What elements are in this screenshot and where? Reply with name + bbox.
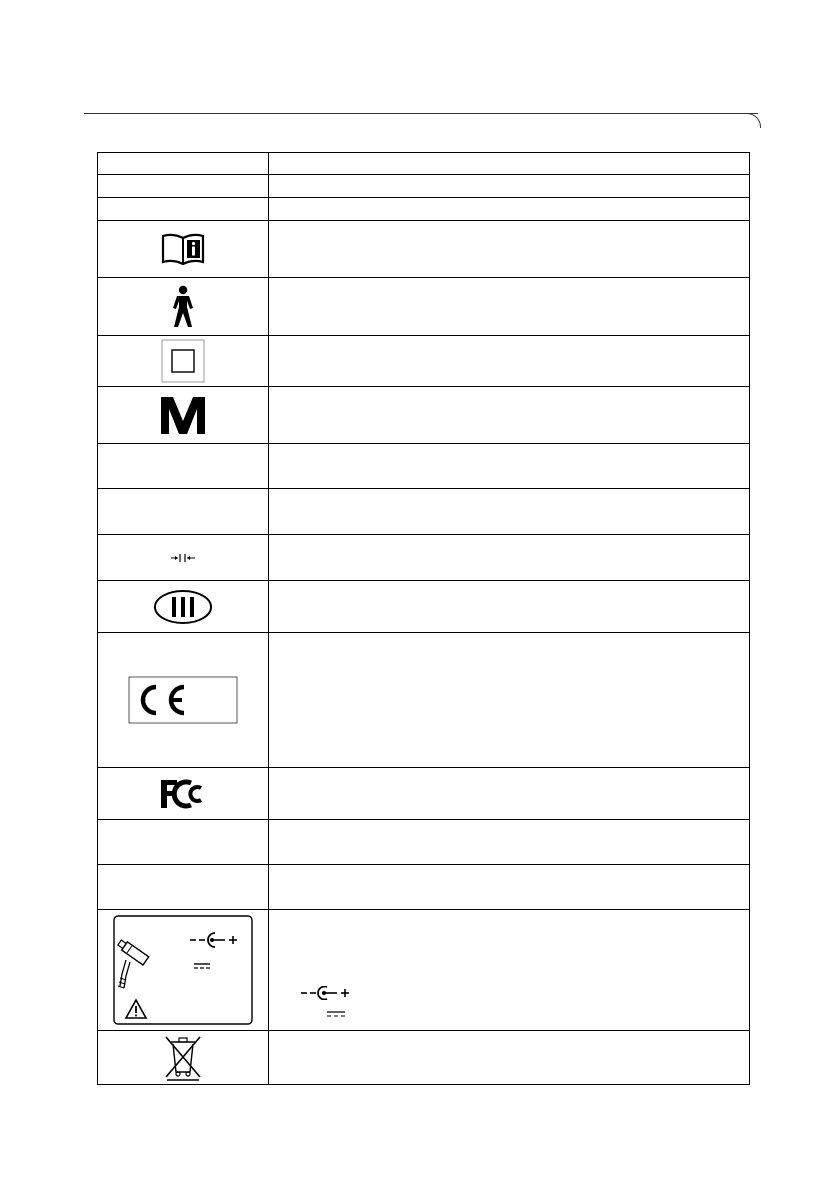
symbol-cell: [98, 820, 269, 865]
table-row: [98, 535, 750, 581]
symbol-cell: [98, 198, 269, 221]
table-row: [98, 633, 750, 768]
symbol-cell: [98, 444, 269, 489]
symbol-cell: [98, 153, 269, 175]
description-cell: [269, 221, 750, 278]
symbol-cell: [98, 387, 269, 444]
description-cell: [269, 387, 750, 444]
table-row: [98, 444, 750, 489]
class-iii-equipment-icon: [153, 589, 213, 625]
table-row: [98, 153, 750, 175]
dc-current-icon: [325, 1010, 347, 1018]
description-cell: [269, 581, 750, 633]
table-row: [98, 278, 750, 336]
description-cell: [269, 489, 750, 535]
table-row: [98, 1031, 750, 1085]
symbol-cell: [98, 1031, 269, 1085]
dc-polarity-icon: [299, 986, 359, 1000]
description-cell: [269, 198, 750, 221]
measurement-range-icon: [170, 553, 196, 563]
table-row: [98, 910, 750, 1031]
table-row: [98, 198, 750, 221]
description-cell: [269, 865, 750, 910]
table-row: [98, 768, 750, 820]
symbol-cell: [98, 175, 269, 198]
symbol-cell: [98, 535, 269, 581]
description-cell: [269, 336, 750, 387]
table-row: [98, 581, 750, 633]
table-row: [98, 221, 750, 278]
m-mark-icon: [159, 395, 207, 435]
header-rule: [84, 113, 758, 114]
header-rule-corner: [742, 113, 761, 128]
description-cell: [269, 278, 750, 336]
description-cell: [269, 910, 750, 1031]
table-row: [98, 865, 750, 910]
table-row: [98, 387, 750, 444]
symbol-cell: [98, 581, 269, 633]
fcc-logo-icon: [159, 778, 207, 810]
class-ii-equipment-icon: [161, 339, 205, 383]
table-row: [98, 820, 750, 865]
description-cell: [269, 768, 750, 820]
description-cell: [269, 153, 750, 175]
description-cell: [269, 820, 750, 865]
symbol-cell: [98, 865, 269, 910]
table-row: [98, 175, 750, 198]
symbols-table: [97, 152, 750, 1085]
symbol-cell: [98, 278, 269, 336]
weee-crossed-bin-icon: [163, 1034, 203, 1082]
description-cell: [269, 633, 750, 768]
type-b-applied-part-icon: [168, 285, 198, 329]
symbol-cell: [98, 336, 269, 387]
symbol-cell: [98, 489, 269, 535]
table-row: [98, 489, 750, 535]
instructions-manual-icon: [159, 232, 207, 266]
symbol-cell: [98, 221, 269, 278]
description-cell: [269, 535, 750, 581]
description-cell: [269, 1031, 750, 1085]
description-cell: [269, 175, 750, 198]
ce-mark-icon: [128, 676, 238, 724]
symbol-cell: [98, 633, 269, 768]
table-row: [98, 336, 750, 387]
symbol-cell: [98, 768, 269, 820]
symbol-cell: [98, 910, 269, 1031]
description-cell: [269, 444, 750, 489]
dc-power-jack-label-icon: [112, 914, 254, 1026]
